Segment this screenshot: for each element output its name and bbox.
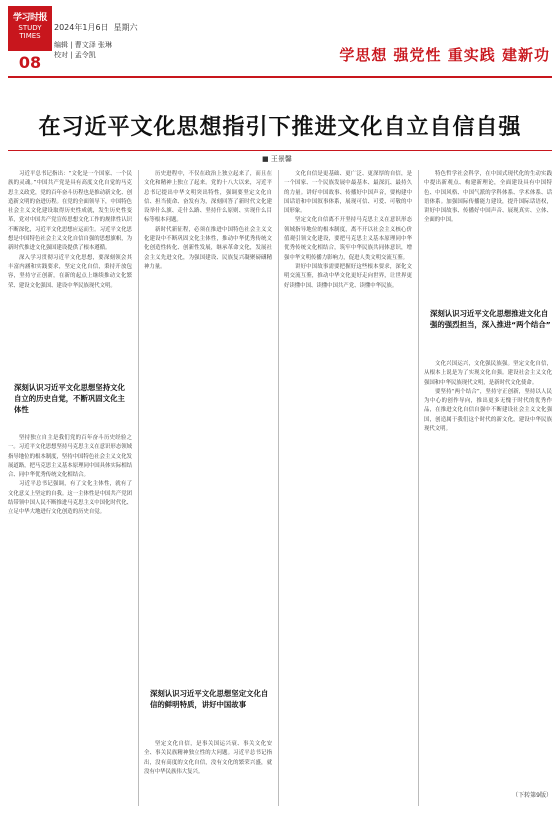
paragraph: 坚持独立自主是我们党的百年奋斗历史经验之一。习近平文化思想坚持马克思主义在意识形态领域指导地位的根本制度，坚持中国特色社会主义文化发展道路，把马克思主义基本原理同中国具体实际相结合、同中华优秀传统文化相结合。 (8, 435, 132, 479)
logo-subtext: STUDY TIMES (18, 24, 42, 40)
paragraph: 特色哲学社会科学，在中国式现代化的生动实践中提出新观点、构建新理论，全面建设具有中国特色、中国风格、中国气派的学科体系、学术体系、话语体系。加强国际传播能力建设，提升国际话语权，讲好中国故事、传播好中国声音、展现真实、立体、全面的中国。 (424, 171, 552, 224)
subheading-1: 深刻认识习近平文化思想坚持文化自立的历史自觉，不断巩固文化主体性 (14, 383, 125, 414)
paragraph: 讲好中国故事需要把握好这些根本要求，深化文明交流互鉴，推动中华文化更好走向世界，让世界更好读懂中国、读懂中国共产党、读懂中华民族。 (284, 263, 412, 289)
column-1-bottom (8, 434, 132, 806)
column-3 (284, 170, 412, 806)
logo-text: 学习时报 (12, 13, 47, 23)
subheading-3: 深刻认识习近平文化思想推进文化自强的强烈担当，深入推进“两个结合” (430, 309, 551, 329)
page-slogan: 学思想 强党性 重实践 建新功 (339, 46, 550, 64)
subheading-2: 深刻认识习近平文化思想坚定文化自信的鲜明特质，讲好中国故事 (150, 689, 269, 709)
weekday-text: 星期六 (113, 23, 138, 32)
continuation-note: （下转第9版） (512, 792, 552, 799)
author-name: 王景馨 (270, 155, 292, 163)
paragraph: 坚定文化自信，是事关国运兴衰、事关文化安全、事关民族精神独立性的大问题。习近平总书记指出，没有高度的文化自信，没有文化的繁荣兴盛，就没有中华民族伟大复兴。 (144, 741, 272, 775)
article-author: ■ 王景馨 (262, 155, 292, 163)
column-divider (138, 170, 139, 806)
editor-line: 编辑 | 曹文泽 张琳 (54, 41, 113, 49)
column-4-bottom (424, 360, 552, 788)
header-divider (8, 76, 552, 78)
paragraph: 文化自信是更基础、更广泛、更深厚的自信，是一个国家、一个民族发展中最基本、最深沉、最持久的力量。讲好中国故事、传播好中国声音，要构建中国话语和中国叙事体系，展现可信、可爱、可敬的中国形象。 (284, 171, 412, 215)
editor-credits (54, 40, 184, 70)
paragraph: 文化兴国运兴，文化强民族强。坚定文化自信，从根本上说是为了实现文化自强。建设社会主义文化强国和中华民族现代文明，是新时代文化使命。 (424, 361, 552, 386)
issue-date (54, 22, 174, 36)
paragraph: 习近平总书记强调，有了文化主体性，就有了文化意义上坚定的自我。这一主体性是中国共产党团结带领中国人民不断推进马克思主义中国化时代化、立足中华大地进行文化创造的历史自觉。 (8, 481, 132, 516)
paragraph: 习近平总书记指出：“文化是一个国家、一个民族的灵魂。”中国共产党是具有高度文化自觉的马克思主义政党，党的百年奋斗历程也是推动新文化、创造新文明的奋进历程。在党的全面领导下，中国特色社会主义文化建设取得历史性成就，发生历史性变革，党对中国共产党宣传思想文化工作的规律性认识不断深化，习近平文化思想应运而生。习近平文化思想是中国特色社会主义文化自信自强的思想旗帜，为新时代推进文化强国建设提供了根本遵循。 (8, 171, 132, 252)
paragraph: 新时代新征程，必须在推进中国特色社会主义文化建设中不断巩固文化主体性，推动中华优秀传统文化创造性转化、创新性发展，继承革命文化，发展社会主义先进文化，为强国建设、民族复兴凝聚磅礴精神力量。 (144, 226, 272, 270)
date-text: 2024年1月6日 (54, 23, 109, 32)
column-4-top (424, 170, 552, 300)
column-2-top (144, 170, 272, 682)
paragraph: 要坚持“两个结合”，坚持守正创新，坚持以人民为中心的创作导向，推出更多无愧于时代的优秀作品，在推进文化自信自强中不断建设社会主义文化强国，创造属于我们这个时代的新文化，建设中华民族现代文明。 (424, 388, 552, 433)
proofreader-line: 校对 | 孟令凯 (54, 51, 96, 59)
column-2-bottom (144, 740, 272, 806)
column-1-top (8, 170, 132, 375)
page-number: 08 (8, 50, 52, 75)
paragraph: 坚定文化自信离不开坚持马克思主义在意识形态领域指导地位的根本制度，离不开以社会主义核心价值观引领文化建设，要把马克思主义基本原理同中华优秀传统文化相结合，筑牢中华民族共同体意识，增强中华文明传播力影响力，促进人类文明交流互鉴。 (284, 217, 412, 261)
column-divider (278, 170, 279, 806)
title-divider (8, 150, 552, 151)
newspaper-logo (8, 6, 52, 50)
paragraph: 深入学习贯彻习近平文化思想，要深刻领会其丰富内涵和实践要求，坚定文化自信，秉持开放包容，坚持守正创新，在新的起点上继续推动文化繁荣、建设文化强国、建设中华民族现代文明。 (8, 254, 132, 289)
column-divider (418, 170, 419, 806)
paragraph: 历史进程中，不仅在政治上独立起来了，而且在文化和精神上独立了起来。党的十八大以来，习近平总书记提出中华文明突出特性，强调要坚定文化自信、担当使命、奋发有为，深刻回答了新时代文化建设举什么旗、走什么路、坚持什么原则、实现什么目标等根本问题。 (144, 171, 272, 224)
article-title: 在习近平文化思想指引下推进文化自立自信自强 (38, 114, 522, 140)
